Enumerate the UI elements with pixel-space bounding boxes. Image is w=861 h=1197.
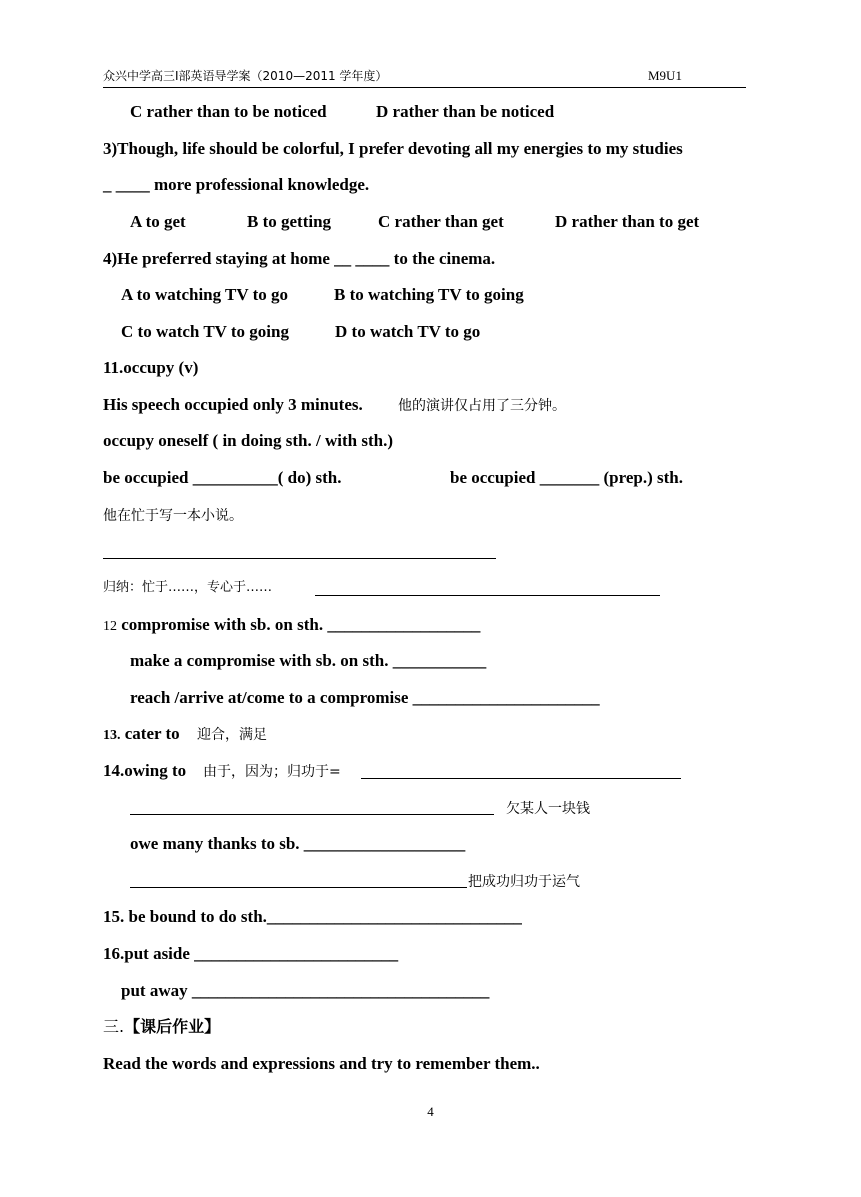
item12-make-compromise: make a compromise with sb. on sth. ___________ xyxy=(130,651,487,670)
item14-owe-thanks: owe many thanks to sb. ___________________ xyxy=(130,834,466,853)
q3-option-b: B to getting xyxy=(247,212,332,231)
item12-number: 12 xyxy=(103,619,117,634)
q3-option-c: C rather than get xyxy=(378,212,504,231)
item11-phrase-prep: be occupied _______ (prep.) sth. xyxy=(450,468,683,487)
header-unit: M9U1 xyxy=(648,68,682,83)
item11-phrase-oneself: occupy oneself ( in doing sth. / with sth.) xyxy=(103,431,393,450)
item14-term: 14.owing to xyxy=(103,761,187,780)
item13-cn: 迎合，满足 xyxy=(197,727,267,743)
q3-option-a: A to get xyxy=(130,212,186,231)
answer-line xyxy=(130,887,467,888)
item11-title: 11.occupy (v) xyxy=(103,358,199,377)
section3-title: 【课后作业】 xyxy=(124,1017,221,1036)
section3-heading xyxy=(103,1016,220,1038)
section3-number: 三. xyxy=(103,1017,125,1036)
section3-instruction: Read the words and expressions and try to remember them.. xyxy=(103,1054,540,1073)
item13-number: 13. xyxy=(103,728,121,743)
item13-term: cater to xyxy=(120,724,180,743)
q4-option-c: C to watch TV to going xyxy=(121,322,289,341)
item11-example-en: His speech occupied only 3 minutes. xyxy=(103,395,363,414)
header-title: 众兴中学高三Ⅰ部英语导学案（2010—2011 学年度） xyxy=(103,69,388,83)
q2-option-c: C rather than to be noticed xyxy=(130,102,327,121)
item16-put-aside: 16.put aside ________________________ xyxy=(103,944,399,963)
item12-compromise-with: compromise with sb. on sth. __________________ xyxy=(117,615,481,634)
item15-bound: 15. be bound to do sth.______________________________ xyxy=(103,907,522,926)
page-header xyxy=(103,66,746,88)
q3-option-d: D rather than to get xyxy=(555,212,700,231)
item12-reach-compromise: reach /arrive at/come to a compromise ______________________ xyxy=(130,688,600,707)
item11-summary-label: 归纳：忙于……，专心于…… xyxy=(103,580,273,595)
item14-luck-cn: 把成功归功于运气 xyxy=(468,874,580,890)
q2-option-d: D rather than be noticed xyxy=(376,102,555,121)
answer-line xyxy=(103,558,496,559)
q4-stem: 4)He preferred staying at home __ ____ to the cinema. xyxy=(103,249,496,268)
item11-phrase-do: be occupied __________( do) sth. xyxy=(103,468,342,487)
answer-line xyxy=(315,595,660,596)
q3-stem-cont: _ ____ more professional knowledge. xyxy=(103,175,370,194)
q4-option-d: D to watch TV to go xyxy=(335,322,481,341)
item13-line xyxy=(103,723,180,747)
answer-line xyxy=(130,814,494,815)
item16-put-away: put away ___________________________________ xyxy=(121,981,490,1000)
q4-option-a: A to watching TV to go xyxy=(121,285,289,304)
item12-line1 xyxy=(103,614,480,638)
answer-line xyxy=(361,778,681,779)
q3-stem: 3)Though, life should be colorful, I prefer devoting all my energies to my studies xyxy=(103,139,683,158)
q4-option-b: B to watching TV to going xyxy=(334,285,524,304)
item14-cn: 由于，因为；归功于= xyxy=(203,764,341,780)
item11-translate-cn: 他在忙于写一本小说。 xyxy=(103,508,243,524)
item14-debt-cn: 欠某人一块钱 xyxy=(506,801,590,817)
page-number: 4 xyxy=(427,1104,434,1119)
item11-example-cn: 他的演讲仅占用了三分钟。 xyxy=(398,398,566,414)
